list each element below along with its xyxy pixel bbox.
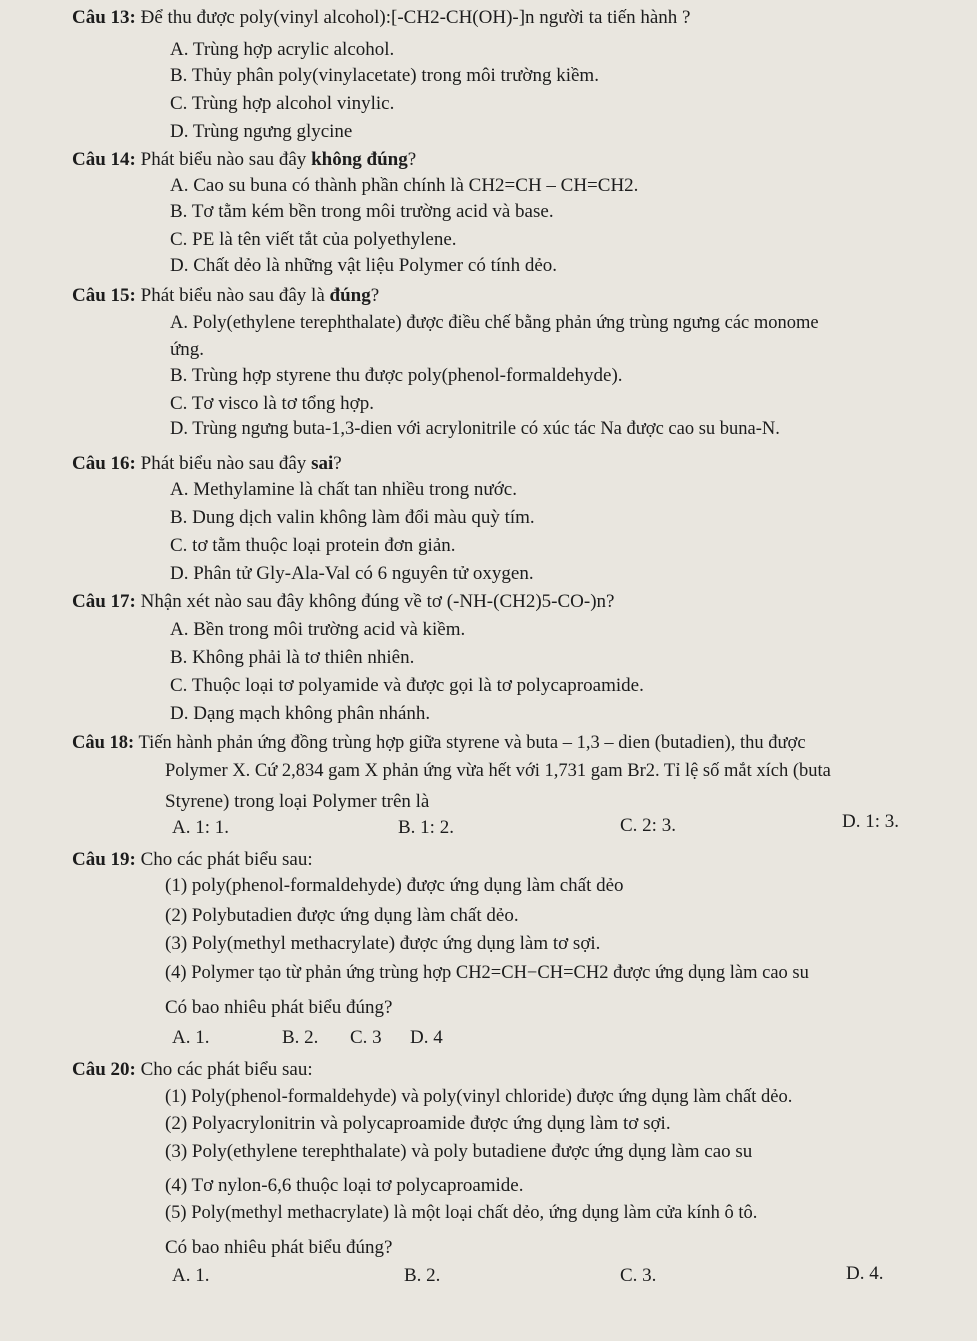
option-c: C. 2: 3. <box>620 815 676 836</box>
option-a: A. Trùng hợp acrylic alcohol. <box>170 39 395 60</box>
statement-4: (4) Polymer tạo từ phản ứng trùng hợp CH2=CH−CH=CH2 được ứng dụng làm cao su <box>165 963 809 983</box>
question-label: Câu 16: <box>72 453 136 474</box>
question-15 <box>72 282 379 309</box>
question-text-post: ? <box>407 149 417 170</box>
statement-4: (4) Tơ nylon-6,6 thuộc loại tơ polycaproamide. <box>165 1175 524 1196</box>
question-label: Câu 17: <box>72 591 136 612</box>
option-d: D. Dạng mạch không phân nhánh. <box>170 703 431 724</box>
option-b: B. Tơ tằm kém bền trong môi trường acid và base. <box>170 201 554 222</box>
statement-2: (2) Polyacrylonitrin và polycaproamide được ứng dụng làm tơ sợi. <box>165 1113 671 1134</box>
question-label: Câu 14: <box>72 149 136 170</box>
question-text: Cho các phát biểu sau: <box>140 849 313 870</box>
question-text: Cho các phát biểu sau: <box>140 1059 313 1080</box>
question-text-emphasis: sai <box>311 453 334 474</box>
statement-1: (1) Poly(phenol-formaldehyde) và poly(vinyl chloride) được ứng dụng làm chất dẻo. <box>165 1087 793 1107</box>
question-text: Để thu được poly(vinyl alcohol):[-CH2-CH(OH)-]n người ta tiến hành ? <box>140 7 691 28</box>
question-text-post: ? <box>333 453 342 474</box>
option-d: D. 4. <box>846 1263 884 1284</box>
question-text: Nhận xét nào sau đây không đúng về tơ (-NH-(CH2)5-CO-)n? <box>140 591 615 612</box>
question-label: Câu 19: <box>72 849 136 870</box>
question-18 <box>72 730 806 757</box>
option-d: D. Trùng ngưng glycine <box>170 121 353 142</box>
question-label: Câu 20: <box>72 1059 136 1080</box>
option-b: B. Không phải là tơ thiên nhiên. <box>170 647 415 668</box>
statement-1: (1) poly(phenol-formaldehyde) được ứng dụng làm chất dẻo <box>165 875 624 896</box>
question-label: Câu 15: <box>72 285 136 306</box>
question-20 <box>72 1056 313 1083</box>
option-b: B. Trùng hợp styrene thu được poly(phenol-formaldehyde). <box>170 365 623 386</box>
option-c: C. Trùng hợp alcohol vinylic. <box>170 93 395 114</box>
option-a: A. 1. <box>172 1027 210 1048</box>
question-text-pre: Phát biểu nào sau đây <box>140 453 312 474</box>
question-text-post: ? <box>370 285 380 306</box>
option-d: D. Phân tử Gly-Ala-Val có 6 nguyên tử oxygen. <box>170 563 534 584</box>
question-text-pre: Phát biểu nào sau đây là <box>140 285 330 306</box>
option-c: C. PE là tên viết tắt của polyethylene. <box>170 229 457 250</box>
option-c: C. tơ tằm thuộc loại protein đơn giản. <box>170 535 456 556</box>
option-b: B. 2. <box>404 1265 441 1286</box>
option-c: C. 3 <box>350 1027 382 1048</box>
question-text-line-2: Polymer X. Cứ 2,834 gam X phản ứng vừa hết với 1,731 gam Br2. Tỉ lệ số mắt xích (buta <box>165 761 831 781</box>
option-b: B. 2. <box>282 1027 319 1048</box>
question-prompt: Có bao nhiêu phát biểu đúng? <box>165 997 393 1018</box>
question-text-line-1: Tiến hành phản ứng đồng trùng hợp giữa styrene và buta – 1,3 – dien (butadien), thu được <box>138 733 806 753</box>
option-a: A. Poly(ethylene terephthalate) được điều chế bằng phản ứng trùng ngưng các monome <box>170 313 819 333</box>
question-13 <box>72 4 691 31</box>
statement-5: (5) Poly(methyl methacrylate) là một loại chất dẻo, ứng dụng làm cửa kính ô tô. <box>165 1203 758 1223</box>
option-a: A. Methylamine là chất tan nhiều trong nước. <box>170 479 517 500</box>
option-a: A. 1. <box>172 1265 210 1286</box>
question-text-pre: Phát biểu nào sau đây <box>140 149 312 170</box>
question-text-line-3: Styrene) trong loại Polymer trên là <box>165 791 430 812</box>
question-label: Câu 18: <box>72 733 135 753</box>
option-b: B. Thủy phân poly(vinylacetate) trong môi trường kiềm. <box>170 65 599 86</box>
question-prompt: Có bao nhiêu phát biểu đúng? <box>165 1237 393 1258</box>
option-c: C. Thuộc loại tơ polyamide và được gọi là tơ polycaproamide. <box>170 675 644 696</box>
question-text-emphasis: không đúng <box>311 149 408 170</box>
question-text-emphasis: đúng <box>329 285 371 306</box>
question-14 <box>72 146 416 173</box>
statement-3: (3) Poly(methyl methacrylate) được ứng dụng làm tơ sợi. <box>165 933 601 954</box>
option-a-continuation: ứng. <box>170 339 205 360</box>
option-d: D. 1: 3. <box>842 811 899 832</box>
question-19 <box>72 846 313 873</box>
option-a: A. Bền trong môi trường acid và kiềm. <box>170 619 466 640</box>
option-a: A. Cao su buna có thành phần chính là CH2=CH – CH=CH2. <box>170 175 639 196</box>
option-d: D. Trùng ngưng buta-1,3-dien với acrylonitrile có xúc tác Na được cao su buna-N. <box>170 419 780 439</box>
option-c: C. Tơ visco là tơ tổng hợp. <box>170 393 374 414</box>
statement-3: (3) Poly(ethylene terephthalate) và poly butadiene được ứng dụng làm cao su <box>165 1141 753 1162</box>
option-b: B. Dung dịch valin không làm đổi màu quỳ tím. <box>170 507 535 528</box>
option-c: C. 3. <box>620 1265 657 1286</box>
option-b: B. 1: 2. <box>398 817 454 838</box>
question-16 <box>72 450 342 477</box>
option-d: D. 4 <box>410 1027 443 1048</box>
option-a: A. 1: 1. <box>172 817 229 838</box>
question-label: Câu 13: <box>72 7 136 28</box>
statement-2: (2) Polybutadien được ứng dụng làm chất dẻo. <box>165 905 519 926</box>
question-17 <box>72 588 614 615</box>
option-d: D. Chất dẻo là những vật liệu Polymer có tính dẻo. <box>170 255 558 276</box>
